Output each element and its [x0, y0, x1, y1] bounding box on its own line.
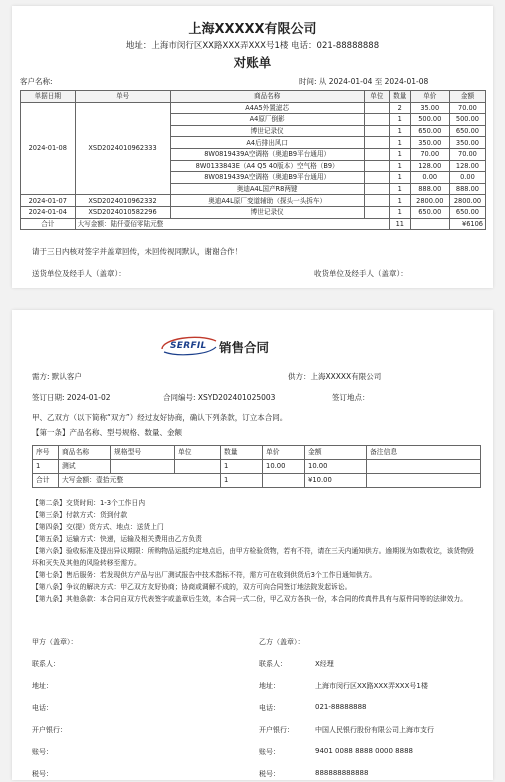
clause-5: 【第五条】运输方式：快递，运输及相关费用由乙方负责: [32, 535, 202, 543]
contract-title: 销售合同: [219, 340, 270, 355]
clause-1: 【第一条】产品名称、型号规格、数量、金额: [32, 428, 182, 437]
party-a-tax-label: 税号：: [32, 770, 53, 778]
customer-label: 客户名称:: [20, 77, 53, 86]
table-row: 博世记录仪 1 650.00 650.00: [21, 125, 486, 137]
party-a-account-label: 账号：: [32, 748, 53, 756]
clause-4: 【第四条】交(提）货方式、地点：送货上门: [32, 523, 164, 531]
contract-table: [32, 445, 481, 488]
table-header-row: 单据日期 单号 商品名称 单位 数量 单价 金额: [21, 91, 486, 103]
party-a-bank-label: 开户银行：: [32, 726, 67, 734]
clause-9: 【第九条】其他条款：本合同自双方代表签字或盖章后生效，本合同一式二份，甲乙双方各执一份，本合同的传真件具有与原件同等的法律效力。: [32, 595, 467, 603]
table-row: 8W0819439A空调格（奥迪B9平台通用） 1 0.00 0.00: [21, 172, 486, 184]
clause-2: 【第二条】交货时间：1-3个工作日内: [32, 499, 146, 507]
statement-period: 时间: 从 2024-01-04 至 2024-01-08: [299, 77, 429, 86]
table-row: 2024-01-04 XSD2024010582296 博世记录仪 1 650.00 650.00: [21, 206, 486, 218]
sign-place: 签订地点：: [332, 393, 370, 402]
party-b-phone: 021-88888888: [315, 703, 367, 711]
party-a-address-label: 地址：: [32, 682, 53, 690]
group-order-no: XSD2024010962333: [75, 102, 170, 195]
statement-company: 上海XXXXX有限公司: [188, 22, 317, 37]
party-b-account-label: 账号：: [259, 748, 280, 756]
table-row: A4后排出风口 1 350.00 350.00: [21, 137, 486, 149]
party-b-bank-label: 开户银行：: [259, 726, 294, 734]
sender-signature-label: 送货单位及经手人（盖章）：: [32, 269, 126, 278]
party-b-phone-label: 电话：: [259, 704, 280, 712]
party-b-contact-label: 联系人：: [259, 660, 287, 668]
party-b-address: 上海市闵行区XX路XXX弄XXX号1楼: [315, 682, 428, 690]
party-b-contact: X经理: [315, 660, 334, 668]
table-row: 8W0819439A空调格（奥迪B9平台通用） 1 70.00 70.00: [21, 148, 486, 160]
clause-7: 【第七条】售后服务：若发现供方产品与出厂测试报告中技术指标不符，需方可在收到供货后3个工作日通知供方。: [32, 571, 377, 579]
contract-no: 合同编号: XSYD202401025003: [163, 393, 276, 402]
statement-address: 地址：上海市闵行区XX路XXX弄XXX号1楼 电话：021-88888888: [125, 41, 380, 51]
table-header-row: 序号 商品名称 规格型号 单位 数量 单价 金额 备注信息: [33, 446, 481, 460]
party-b-address-label: 地址：: [259, 682, 280, 690]
contract-total-caps: 大写金额：壹拾元整: [59, 474, 221, 488]
clause-3: 【第三条】付款方式：货到付款: [32, 511, 128, 519]
contract-page: [12, 310, 493, 780]
table-total-row: 合计 大写金额：陆仟壹佰零陆元整 11 ¥6106: [21, 218, 486, 230]
clause-6: 【第六条】验收标准及提出异议期限：所购物品运抵约定地点后，由甲方检验货物，若有不符，请在三天内通知供方。逾期视为如数收讫，该货物毁坏和灭失及其他的风险转移至需方。: [32, 547, 474, 567]
statement-note: 请于三日内核对签字并盖章回传，未回传视同默认，谢谢合作！: [32, 247, 242, 256]
table-row: 2024-01-07 XSD2024010962332 奥迪A4L原厂变道辅助（探头一头拆车） 1 2800.00 2800.00: [21, 195, 486, 207]
table-row: 奥迪A4L国产R8两键 1 888.00 888.00: [21, 183, 486, 195]
table-row: 1 测试 1 10.00 10.00: [33, 460, 481, 474]
table-row: 2024-01-08 XSD2024010962333 A4A5外置滤芯 2 35.00 70.00: [21, 102, 486, 114]
party-a-phone-label: 电话：: [32, 704, 53, 712]
party-b-bank: 中国人民银行股份有限公司上海市支行: [315, 726, 434, 734]
contract-intro: 甲、乙双方（以下简称“双方”）经过友好协商，确认下列条款，订立本合同。: [32, 413, 288, 422]
serfil-logo: SERFIL: [158, 335, 220, 357]
clause-8: 【第八条】争议的解决方式：甲乙双方友好协商；协商或调解不成的，双方可向合同签订地法院发起诉讼。: [32, 583, 352, 591]
party-a-contact-label: 联系人：: [32, 660, 60, 668]
buyer: 需方: 默认客户: [32, 372, 82, 381]
party-a-title: 甲方（盖章）：: [32, 638, 78, 646]
table-row: 8W0133843E（A4 Q5 40版本）空气格（B9） 1 128.00 128.00: [21, 160, 486, 172]
sign-date: 签订日期: 2024-01-02: [32, 393, 111, 402]
party-b-tax: 888888888888: [315, 769, 369, 777]
table-total-row: 合计 大写金额：壹拾元整 1 ¥10.00: [33, 474, 481, 488]
statement-title: 对账单: [233, 55, 272, 70]
table-row: A4原厂倒影 1 500.00 500.00: [21, 114, 486, 126]
seller: 供方：上海XXXXX有限公司: [288, 372, 382, 381]
total-caps: 大写金额：陆仟壹佰零陆元整: [75, 218, 389, 230]
statement-table: [20, 90, 486, 230]
contract-terms: [32, 497, 480, 605]
party-b-account: 9401 0088 8888 0000 8888: [315, 747, 413, 755]
receiver-signature-label: 收货单位及经手人（盖章）：: [314, 269, 408, 278]
party-b-title: 乙方（盖章）：: [259, 638, 305, 646]
statement-page: [12, 6, 493, 288]
party-b-tax-label: 税号：: [259, 770, 280, 778]
group-date: 2024-01-08: [21, 102, 76, 195]
